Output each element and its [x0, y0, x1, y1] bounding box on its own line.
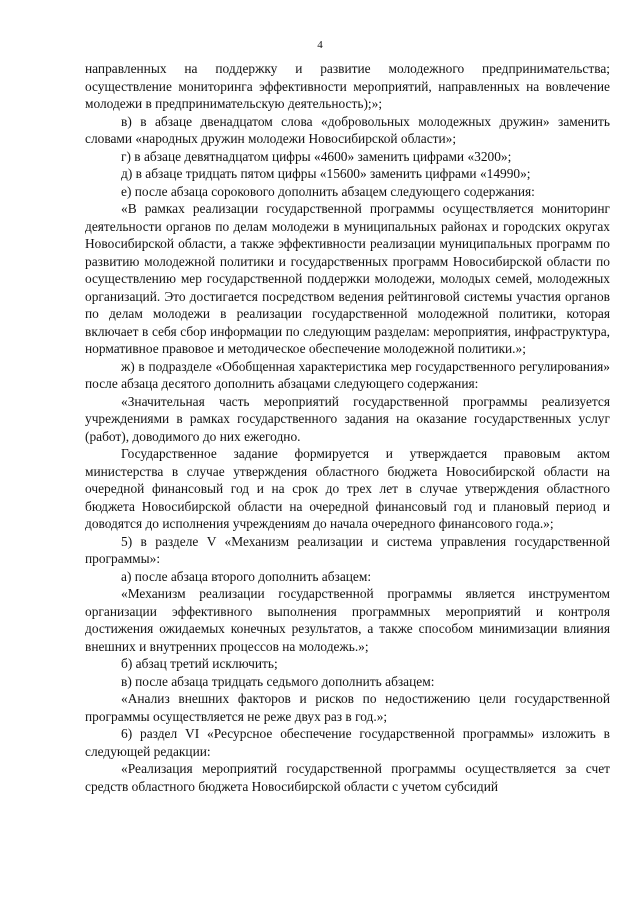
paragraph-8: «Значительная часть мероприятий государственной программы реализуется учреждениями в рамках государственного задания на оказание государственных услуг (работ), доводимого до них ежегодно. [85, 393, 610, 444]
paragraph-15: «Анализ внешних факторов и рисков по недостижению цели государственной программы осуществляется не реже двух раз в год.»; [85, 691, 610, 724]
paragraph-14: в) после абзаца тридцать седьмого дополнить абзацем: [121, 673, 435, 689]
document-body [85, 60, 610, 795]
paragraph-5: е) после абзаца сорокового дополнить абзацем следующего содержания: [121, 183, 535, 199]
paragraph-11: а) после абзаца второго дополнить абзацем: [121, 568, 372, 584]
paragraph-12: «Механизм реализации государственной программы является инструментом организации эффективного выполнения программных мероприятий и контроля достижения ожидаемых конечных результатов, а также способом минимизации влияния внешних и внутренних процессов на молодежь.»; [85, 586, 610, 654]
paragraph-13: б) абзац третий исключить; [121, 656, 278, 671]
paragraph-3: г) в абзаце девятнадцатом цифры «4600» заменить цифрами «3200»; [121, 148, 512, 164]
paragraph-7: ж) в подразделе «Обобщенная характеристика мер государственного регулирования» после абзаца десятого дополнить абзацами следующего содержания: [85, 358, 610, 391]
page-number: 4 [317, 39, 323, 51]
paragraph-4: д) в абзаце тридцать пятом цифры «15600» заменить цифрами «14990»; [121, 166, 531, 181]
paragraph-10: 5) в разделе V «Механизм реализации и система управления государственной программы»: [85, 533, 610, 566]
paragraph-6: «В рамках реализации государственной программы осуществляется мониторинг деятельности органов по делам молодежи в муниципальных районах и городских округах Новосибирской области, а также эффективности реализации муниципальных программ по развитию молодежной политики и государственных программ Новосибирской области по осуществлению мер государственной поддержки молодежи, молодых семей, молодежных организаций. Это достигается посредством ведения рейтинговой системы участия органов по делам молодежи в реализации государственной молодежной политики, которая включает в себя сбор информации по следующим разделам: мероприятия, инфраструктура, нормативное правовое и методическое обеспечение молодежной политики.»; [85, 201, 610, 356]
paragraph-1: направленных на поддержку и развитие молодежного предпринимательства; осуществление мониторинга эффективности мероприятий, направленных на вовлечение молодежи в предпринимательскую деятельность);»; [85, 61, 610, 111]
paragraph-17: «Реализация мероприятий государственной программы осуществляется за счет средств областного бюджета Новосибирской области с учетом субсидий [85, 761, 610, 794]
paragraph-16: 6) раздел VI «Ресурсное обеспечение государственной программы» изложить в следующей редакции: [85, 726, 610, 759]
paragraph-2: в) в абзаце двенадцатом слова «добровольных молодежных дружин» заменить словами «народных дружин молодежи Новосибирской области»; [85, 113, 610, 146]
paragraph-9: Государственное задание формируется и утверждается правовым актом министерства в случае утверждения областного бюджета Новосибирской области на очередной финансовый год и на срок до трех лет в случае утверждения областного бюджета Новосибирской области на очередной финансовый год и плановый период и доводятся до исполнения учреждениям до начала очередного финансового года.»; [85, 446, 610, 531]
